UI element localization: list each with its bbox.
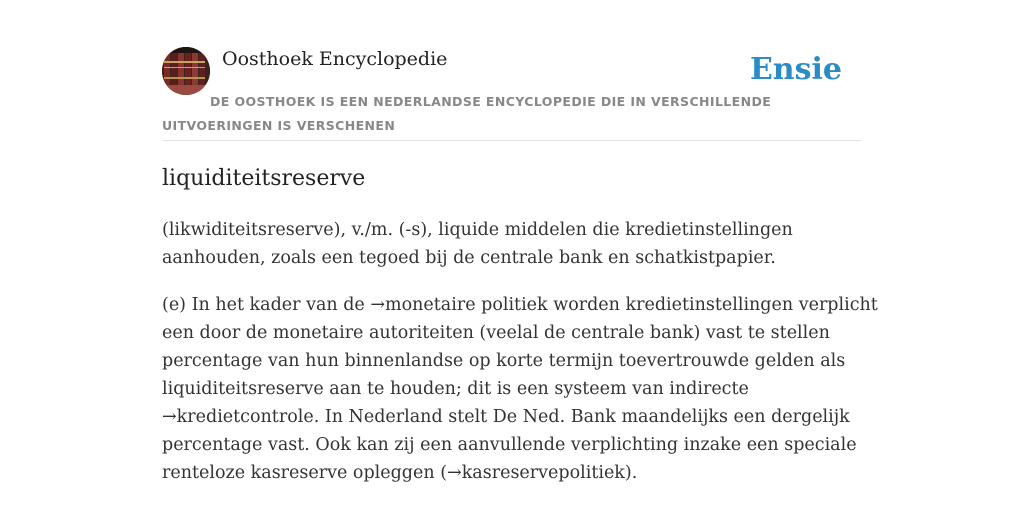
text-line — [162, 291, 878, 319]
definition-paragraph — [162, 216, 862, 272]
text-span: ). — [624, 463, 638, 483]
source-title[interactable]: Oosthoek Encyclopedie — [222, 48, 448, 70]
link-label: kasreservepolitiek — [461, 463, 625, 483]
text-span: worden kredietinstellingen verplicht — [547, 295, 878, 315]
text-span: (e) In het kader van de — [162, 295, 371, 315]
text-line: percentage van hun binnenlandse op korte termijn toevertrouwde gelden als — [162, 351, 846, 371]
source-tagline: DE OOSTHOEK IS EEN NEDERLANDSE ENCYCLOPEDIE DIE IN VERSCHILLENDE UITVOERINGEN IS VERSCHENEN — [162, 94, 772, 133]
text-line: een door de monetaire autoriteiten (veelal de centrale bank) vast te stellen — [162, 323, 830, 343]
link-kredietcontrole[interactable] — [162, 407, 314, 427]
text-line — [162, 459, 862, 487]
ensie-logo-link[interactable]: Ensie — [749, 52, 842, 87]
encyclopedia-books-icon — [162, 47, 210, 95]
entry-term: liquiditeitsreserve — [162, 166, 366, 191]
link-label: kredietcontrole — [176, 407, 314, 427]
arrow-right-icon: → — [162, 407, 177, 427]
text-line: aanhouden, zoals een tegoed bij de centrale bank en schatkistpapier. — [162, 248, 776, 268]
entry-content — [162, 160, 878, 487]
text-line: liquiditeitsreserve aan te houden; dit is een systeem van indirecte — [162, 379, 749, 399]
text-line: percentage vast. Ook kan zij een aanvullende verplichting inzake een speciale — [162, 435, 857, 455]
link-kasreservepolitiek[interactable] — [447, 463, 625, 483]
link-label: monetaire politiek — [385, 295, 548, 315]
arrow-right-icon: → — [447, 463, 462, 483]
arrow-right-icon: → — [370, 295, 386, 315]
source-header — [162, 46, 862, 141]
explanation-paragraph — [162, 291, 878, 487]
text-span: . In Nederland stelt De Ned. Bank maandelijks een dergelijk — [313, 407, 850, 427]
text-line: (likwiditeitsreserve), v./m. (-s), liquide middelen die kredietinstellingen — [162, 220, 793, 240]
link-monetaire-politiek[interactable] — [370, 295, 547, 315]
text-line — [162, 403, 862, 431]
source-avatar[interactable] — [162, 47, 210, 95]
text-span: renteloze kasreserve opleggen ( — [162, 463, 448, 483]
